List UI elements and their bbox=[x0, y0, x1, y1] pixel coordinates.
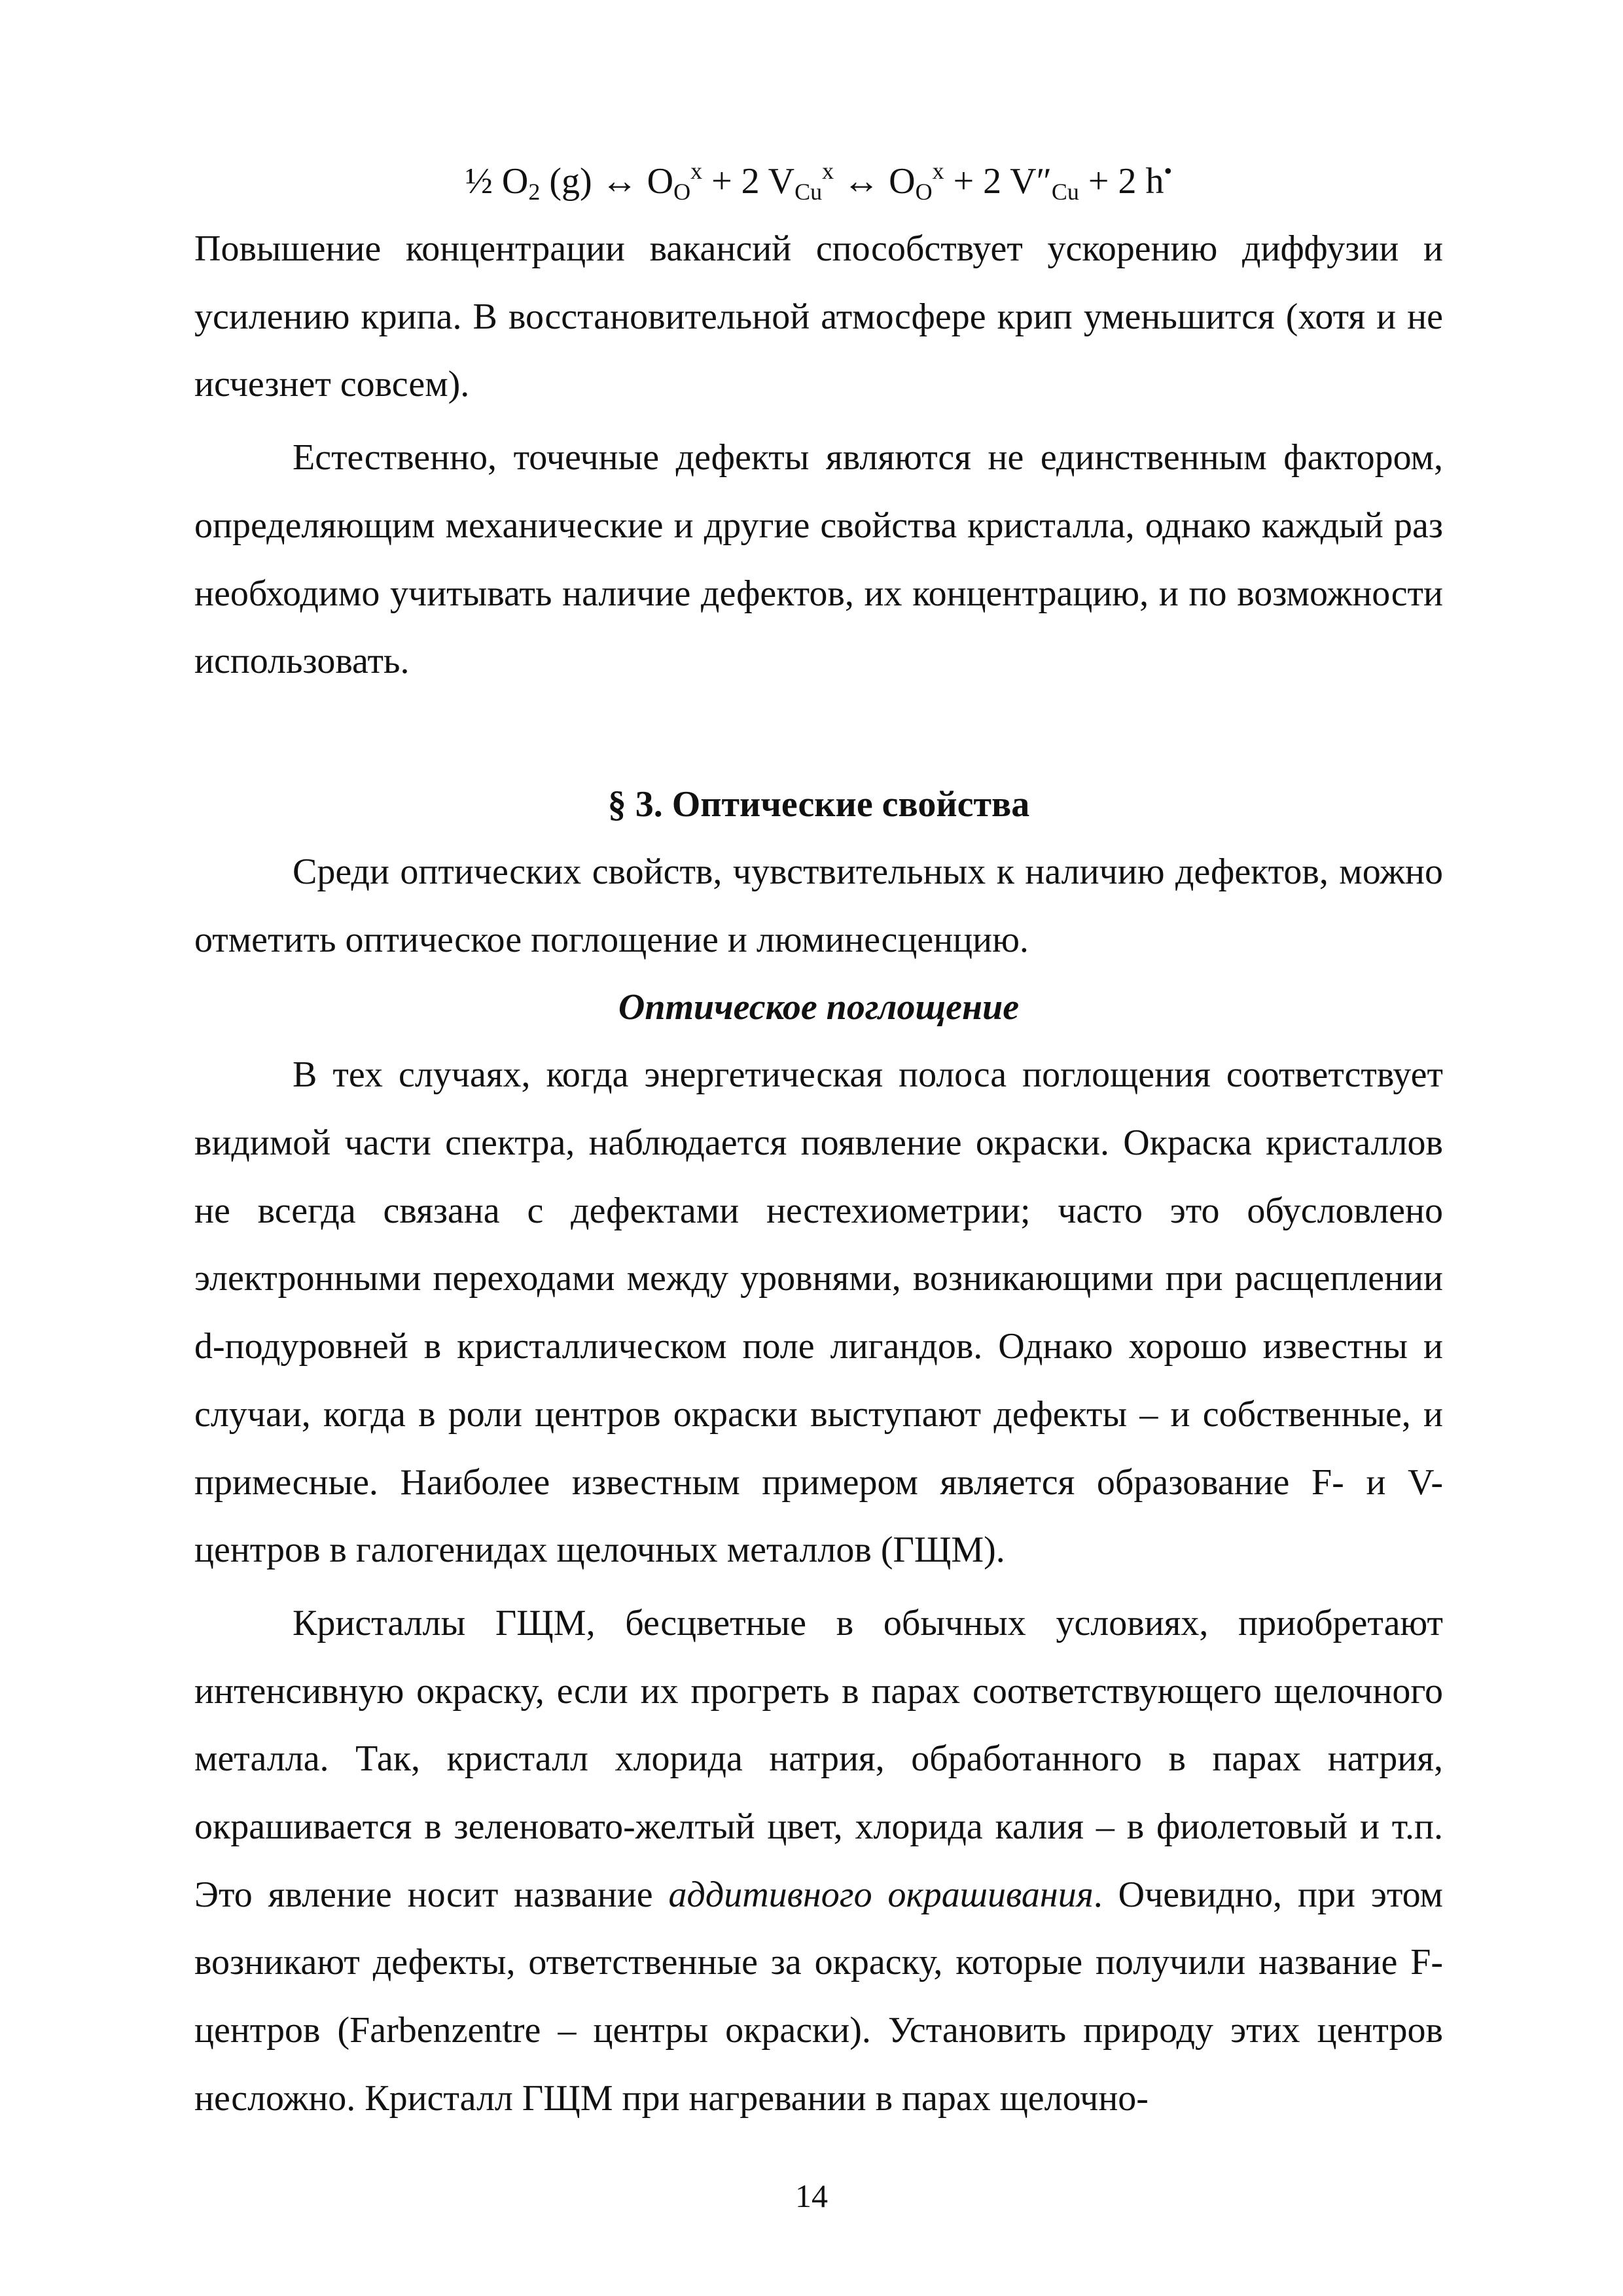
paragraph-optical-intro: Среди оптических свойств, чувствительных к наличию дефектов, можно отметить оптическое поглощение и люминесценцию. bbox=[194, 851, 1443, 960]
eq-arrow-2: ↔ bbox=[843, 161, 880, 202]
p5-emphasis: аддитивного окрашивания bbox=[668, 1874, 1094, 1915]
p5-start: Кристаллы ГЩМ, бесцветные в обычных условиях, приобретают интенсивную окраску, если их прогреть в парах соответствующего щелочного металла. Так, кристалл хлорида натрия, обработанного в парах натрия, окрашивается в зеленовато-желтый цвет, хлорида калия – в фиолетовый и т.п. Это явление носит название bbox=[194, 1602, 1443, 1915]
eq-vcu-sub: Cu bbox=[794, 179, 823, 205]
eq-oo2-sub: O bbox=[915, 179, 933, 205]
p5-end: . Очевидно, при этом возникают дефекты, ответственные за окраску, которые получили название F-центров (Farbenzentre – центры окраски). Установить природу этих центров несложно. Кристалл ГЩМ при нагревании в парах щелочно- bbox=[194, 1874, 1443, 2119]
paragraph-point-defects: Естественно, точечные дефекты являются не единственным фактором, определяющим механические и другие свойства кристалла, однако каждый раз необходимо учитывать наличие дефектов, их концентрацию, и по возможности использовать. bbox=[194, 437, 1443, 682]
eq-h-sup: • bbox=[1164, 158, 1173, 184]
eq-o2-sub: 2 bbox=[528, 179, 541, 205]
section-heading: § 3. Оптические свойства bbox=[607, 783, 1030, 825]
paragraph-absorption: В тех случаях, когда энергетическая полоса поглощения соответствует видимой части спектра, наблюдается появление окраски. Окраска кристаллов не всегда связана с дефектами нестехиометрии; часто это обусловлено электронными переходами между уровнями, возникающими при расщеплении d-подуровней в кристаллическом поле лигандов. Однако хорошо известны и случаи, когда в роли центров окраски выступают дефекты – и собственные, и примесные. Наиболее известным примером является образование F- и V-центров в галогенидах щелочных металлов (ГЩМ). bbox=[194, 1054, 1443, 1571]
page-number: 14 bbox=[795, 2178, 828, 2214]
eq-vcu-sup: x bbox=[822, 158, 834, 184]
eq-plus-2: + 2 V″ bbox=[953, 161, 1052, 202]
eq-gas: (g) bbox=[549, 161, 592, 202]
eq-oo1: O bbox=[647, 161, 674, 202]
eq-arrow-1: ↔ bbox=[601, 161, 638, 202]
eq-plus-1: + 2 V bbox=[711, 161, 795, 202]
subheading-optical-absorption: Оптическое поглощение bbox=[618, 987, 1020, 1028]
paragraph-additive-coloring bbox=[194, 1590, 1443, 2133]
eq-oo2-sup: x bbox=[932, 158, 944, 184]
eq-half: ½ bbox=[465, 161, 493, 202]
chemical-equation bbox=[194, 147, 1443, 215]
eq-plus-3: + 2 h bbox=[1088, 161, 1164, 202]
page-body bbox=[194, 147, 1443, 2133]
eq-vcu2-sub: Cu bbox=[1051, 179, 1079, 205]
paragraph-creep: Повышение концентрации вакансий способствует ускорению диффузии и усилению крипа. В восстановительной атмосфере крип уменьшится (хотя и не исчезнет совсем). bbox=[194, 228, 1443, 405]
eq-oo2: O bbox=[889, 161, 916, 202]
eq-o2: O bbox=[501, 161, 529, 202]
eq-oo1-sup: x bbox=[690, 158, 703, 184]
eq-oo1-sub: O bbox=[673, 179, 691, 205]
